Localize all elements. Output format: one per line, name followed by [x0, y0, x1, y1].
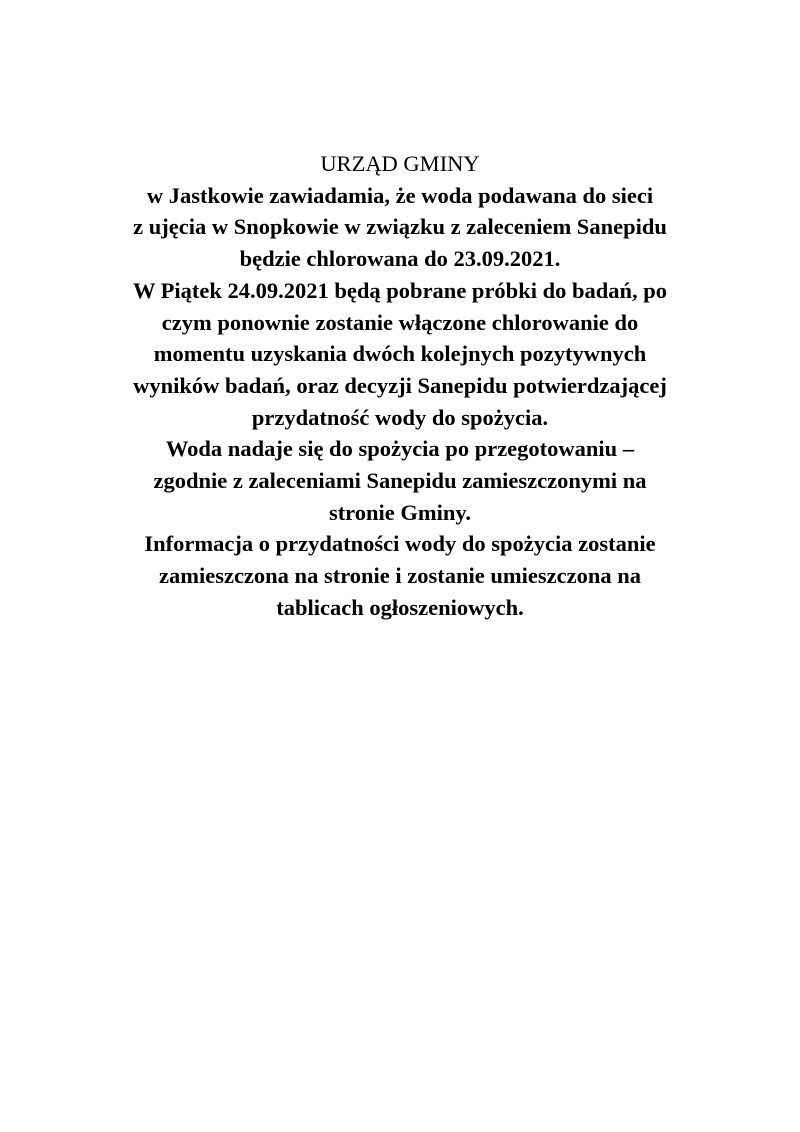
announcement-text	[40, 148, 760, 624]
notice-line: z ujęcia w Snopkowie w związku z zaleceniem Sanepidu	[133, 214, 667, 240]
notice-line: czym ponownie zostanie włączone chlorowanie do	[161, 309, 639, 335]
notice-line: Informacja o przydatności wody do spożycia zostanie	[144, 531, 656, 557]
notice-line: w Jastkowie zawiadamia, że woda podawana do sieci	[146, 182, 654, 208]
notice-line: przydatność wody do spożycia.	[251, 404, 549, 430]
notice-line: będzie chlorowana do 23.09.2021.	[239, 246, 561, 272]
notice-line: zgodnie z zaleceniami Sanepidu zamieszczonymi na	[153, 468, 647, 494]
notice-line: tablicach ogłoszeniowych.	[276, 594, 524, 620]
notice-line: W Piątek 24.09.2021 będą pobrane próbki do badań, po	[132, 277, 668, 303]
notice-line: momentu uzyskania dwóch kolejnych pozytywnych	[153, 341, 647, 367]
notice-line: zamieszczona na stronie i zostanie umieszczona na	[158, 563, 641, 589]
notice-line: stronie Gminy.	[328, 499, 472, 525]
notice-line: wyników badań, oraz decyzji Sanepidu potwierdzającej	[133, 372, 667, 398]
document-heading: URZĄD GMINY	[320, 151, 480, 176]
notice-line: Woda nadaje się do spożycia po przegotowaniu –	[165, 436, 635, 462]
